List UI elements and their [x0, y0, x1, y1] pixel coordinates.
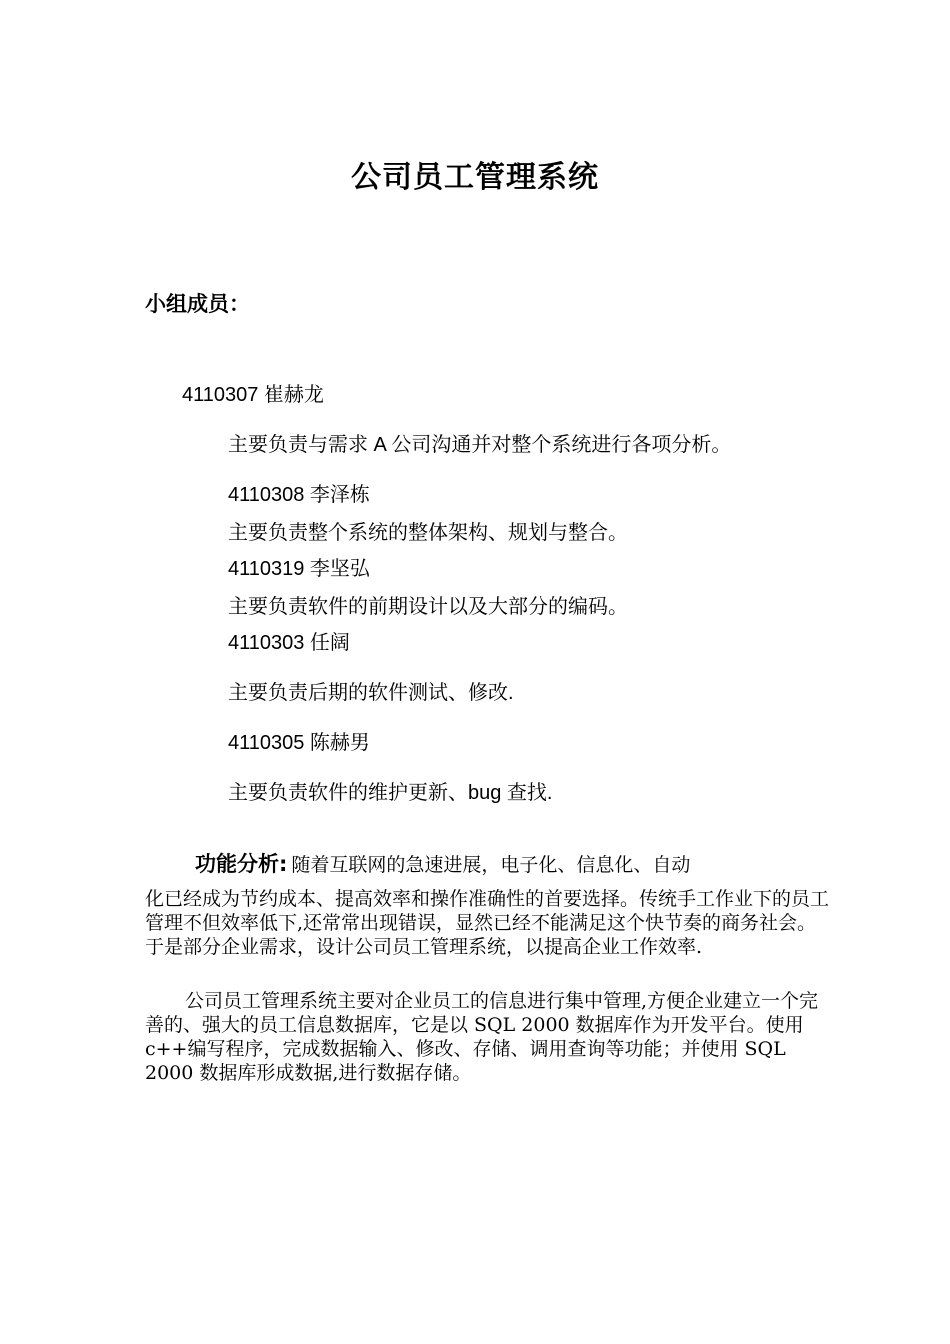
function-analysis-heading	[195, 848, 690, 878]
function-analysis-label: 功能分析:	[195, 852, 288, 876]
function-analysis-paragraph-2	[145, 989, 835, 1085]
member-1-id-name: 4110307 崔赫龙	[182, 384, 324, 406]
function-analysis-lead: 随着互联网的急速进展，电子化、信息化、自动	[291, 854, 691, 876]
document-title: 公司员工管理系统	[351, 160, 599, 195]
member-5-id-name: 4110305 陈赫男	[228, 732, 370, 754]
member-1-duty: 主要负责与需求 A 公司沟通并对整个系统进行各项分析。	[228, 434, 732, 456]
function-analysis-paragraph-1: 化已经成为节约成本、提高效率和操作准确性的首要选择。传统手工作业下的员工管理不但效率低下,还常常出现错误，显然已经不能满足这个快节奏的商务社会。于是部分企业需求，设计公司员工管理系统，以提高企业工作效率.	[145, 888, 830, 958]
member-4-id-name: 4110303 任阔	[228, 632, 350, 654]
function-analysis-paragraph-2-text: 公司员工管理系统主要对企业员工的信息进行集中管理,方便企业建立一个完善的、强大的员工信息数据库，它是以 SQL 2000 数据库作为开发平台。使用 c++编写程序，完成数据输入、修改、存储、调用查询等功能；并使用 SQL 2000 数据库形成数据,进行数据存储。	[145, 990, 819, 1084]
member-5-duty: 主要负责软件的维护更新、bug 查找.	[228, 782, 553, 804]
member-2-duty: 主要负责整个系统的整体架构、规划与整合。	[228, 522, 628, 544]
member-2-id-name: 4110308 李泽栋	[228, 484, 370, 506]
member-3-duty: 主要负责软件的前期设计以及大部分的编码。	[228, 596, 628, 618]
member-3-id-name: 4110319 李坚弘	[228, 558, 370, 580]
members-heading: 小组成员：	[145, 292, 250, 316]
member-4-duty: 主要负责后期的软件测试、修改.	[228, 682, 514, 704]
